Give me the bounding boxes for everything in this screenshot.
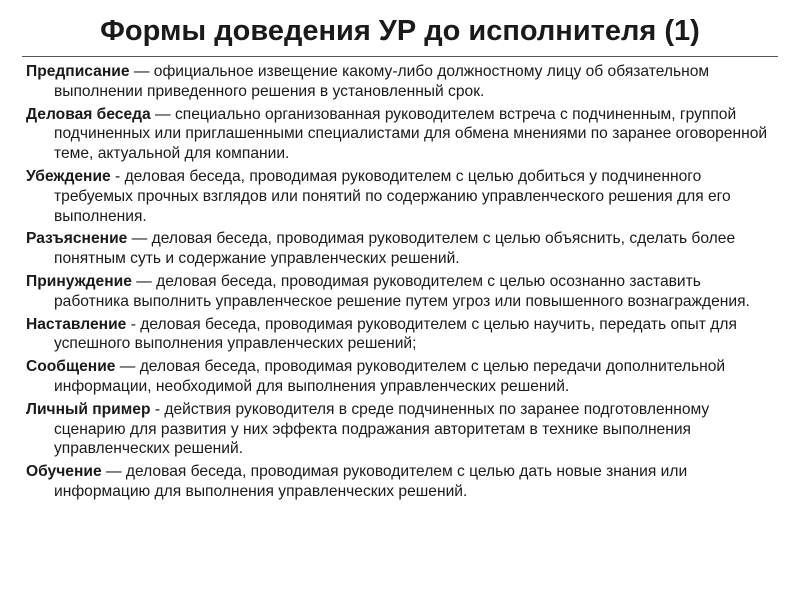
term-name: Личный пример [26,400,151,418]
definition-item [26,167,776,226]
term-definition: - действия руководителя в среде подчиненных по заранее подготовленному сценарию для развития у них эффекта подражания авторитетам в технике выполнения управленческих решений. [54,400,710,458]
definition-item [26,400,776,459]
definition-item [26,229,776,269]
term-name: Обучение [26,463,102,481]
term-definition: — деловая беседа, проводимая руководителем с целью передачи дополнительной информации, необходимой для выполнения управленческих решений. [54,358,726,395]
term-definition: — специально организованная руководителем встреча с подчиненным, группой подчиненных или приглашенными специалистами для обмена мнениями по заранее оговоренной теме, актуальной для компании. [54,105,768,163]
slide-title: Формы доведения УР до исполнителя (1) [100,15,700,47]
definition-item [26,105,776,164]
definition-item [26,272,776,312]
term-definition: — официальное извещение какому-либо должностному лицу об обязательном выполнении приведенного решения в установленный срок. [54,63,710,100]
term-name: Убеждение [26,167,111,185]
term-definition: — деловая беседа, проводимая руководителем с целью объяснить, сделать более понятным суть и содержание управленческих решений. [54,230,736,268]
term-name: Наставление [26,315,127,333]
term-definition: - деловая беседа, проводимая руководителем с целью добиться у подчиненного требуемых прочных взглядов или понятий по содержанию управленческого решения для его выполнения. [54,167,731,225]
term-definition: - деловая беседа, проводимая руководителем с целью научить, передать опыт для успешного выполнения управленческих решений; [54,315,737,353]
term-name: Сообщение [26,358,116,376]
term-definition: — деловая беседа, проводимая руководителем с целью дать новые знания или информацию для выполнения управленческих решений. [54,463,688,500]
definition-item [26,315,776,355]
term-definition: — деловая беседа, проводимая руководителем с целью осознанно заставить работника выполнить управленческое решение путем угроз или повышенного вознаграждения. [54,272,750,310]
term-name: Предписание [26,63,130,80]
definition-item [26,462,776,502]
title-divider [22,56,778,57]
term-name: Разъяснение [26,230,128,248]
term-name: Принуждение [26,272,132,290]
definition-item [26,62,776,102]
term-name: Деловая беседа [26,105,151,123]
definition-item [26,357,776,397]
definition-list [26,62,776,505]
